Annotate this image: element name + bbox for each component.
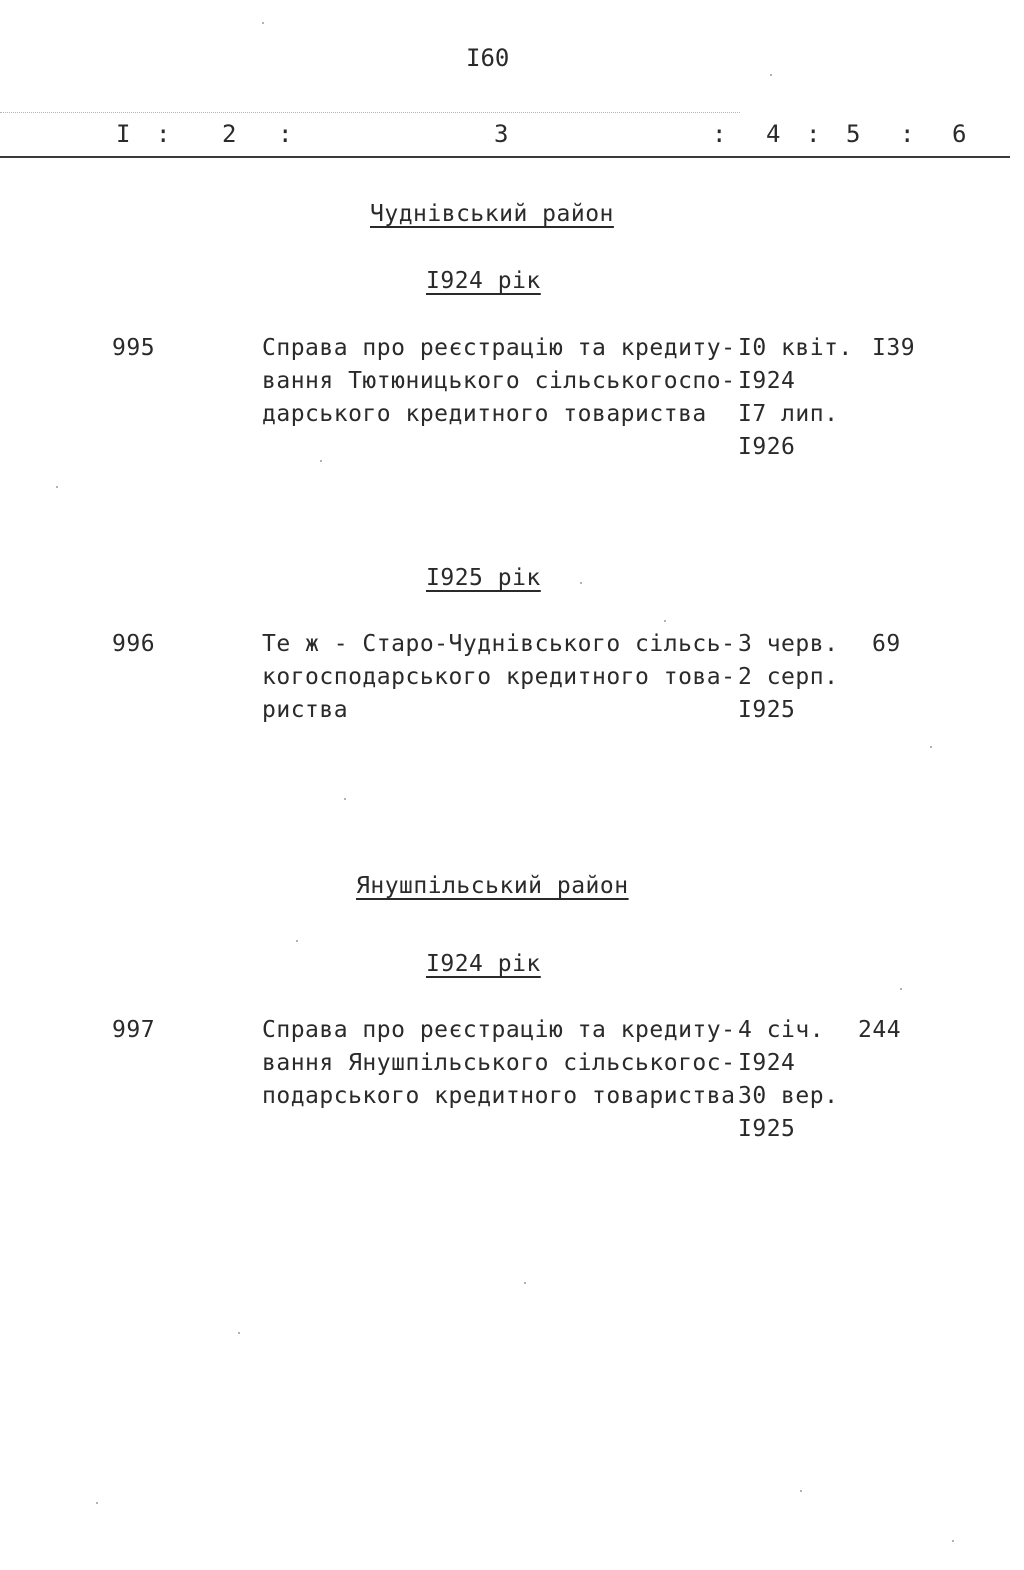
scan-speck: [344, 798, 346, 800]
district-heading: Янушпільський район: [356, 873, 629, 899]
scan-speck: [580, 582, 582, 584]
entry-number: 996: [112, 631, 156, 657]
entry-date-line: I0 квіт.: [738, 335, 853, 361]
entry-date-line: 30 вер.: [738, 1083, 839, 1109]
entry-title-line: Справа про реєстрацію та кредиту-: [262, 1017, 736, 1043]
column-separator: :: [278, 120, 293, 148]
entry-title: [262, 1014, 735, 1113]
district-heading: Чуднівський район: [370, 201, 614, 227]
header-faint-rule: [0, 112, 740, 113]
entry-sheet-count: 244: [858, 1017, 902, 1043]
column-header-5: 5: [846, 120, 861, 148]
scan-speck: [952, 1540, 954, 1542]
column-header-6: 6: [952, 120, 967, 148]
entry-title: [262, 628, 735, 727]
entry-title-line: вання Тютюницького сільськогоспо-: [262, 368, 736, 394]
entry-title-line: риства: [262, 697, 349, 723]
entry-date-line: 4 січ.: [738, 1017, 825, 1043]
scan-speck: [238, 1332, 240, 1334]
column-header-3: 3: [494, 120, 509, 148]
year-heading: I924 рік: [426, 951, 541, 977]
scan-speck: [664, 620, 666, 622]
entry-title: [262, 332, 735, 431]
entry-title-line: когосподарського кредитного това-: [262, 664, 736, 690]
entry-number: 995: [112, 335, 156, 361]
scan-speck: [320, 460, 322, 462]
entry-date-line: I924: [738, 1050, 796, 1076]
entry-date-line: I925: [738, 1116, 796, 1142]
scan-speck: [770, 74, 772, 76]
entry-date-line: I925: [738, 697, 796, 723]
entry-dates: [738, 332, 853, 464]
entry-date-line: 2 серп.: [738, 664, 839, 690]
entry-title-line: Справа про реєстрацію та кредиту-: [262, 335, 736, 361]
column-separator: :: [712, 120, 727, 148]
column-separator: :: [900, 120, 915, 148]
column-header-4: 4: [766, 120, 781, 148]
scan-speck: [930, 746, 932, 748]
scan-speck: [56, 486, 58, 488]
year-heading: I925 рік: [426, 565, 541, 591]
entry-dates: [738, 1014, 838, 1146]
entry-sheet-count: I39: [872, 335, 916, 361]
scan-speck: [296, 940, 298, 942]
column-header-2: 2: [222, 120, 237, 148]
entry-date-line: I7 лип.: [738, 401, 839, 427]
entry-sheet-count: 69: [872, 631, 901, 657]
entry-number: 997: [112, 1017, 156, 1043]
scan-speck: [96, 1502, 98, 1504]
entry-title-line: вання Янушпільського сільськогос-: [262, 1050, 736, 1076]
page-number: I60: [466, 44, 510, 72]
scan-speck: [900, 988, 902, 990]
entry-dates: [738, 628, 838, 727]
column-separator: :: [806, 120, 821, 148]
entry-title-line: Те ж - Старо-Чуднівського сільсь-: [262, 631, 736, 657]
entry-date-line: I924: [738, 368, 796, 394]
scan-speck: [524, 1282, 526, 1284]
entry-date-line: I926: [738, 434, 796, 460]
year-heading: I924 рік: [426, 268, 541, 294]
entry-title-line: дарського кредитного товариства: [262, 401, 707, 427]
scan-speck: [800, 1490, 802, 1492]
header-rule: [0, 156, 1010, 158]
scan-speck: [262, 22, 264, 24]
column-header-1: I: [116, 120, 131, 148]
entry-date-line: 3 черв.: [738, 631, 839, 657]
column-separator: :: [156, 120, 171, 148]
entry-title-line: подарського кредитного товариства: [262, 1083, 736, 1109]
